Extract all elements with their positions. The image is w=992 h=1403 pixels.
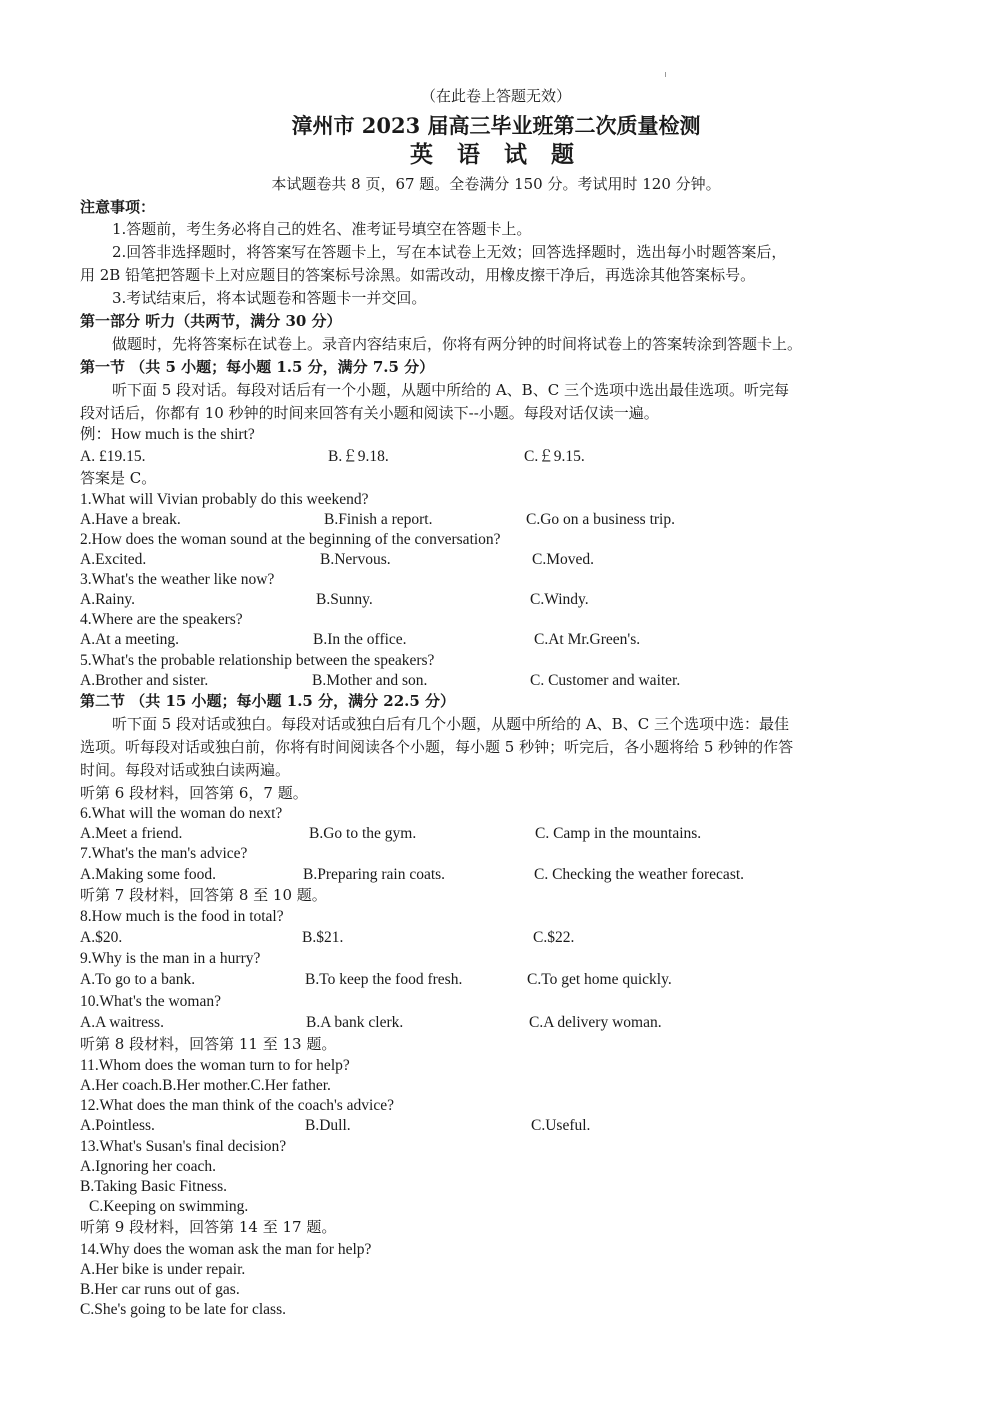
q3-option-b: B.Sunny.	[316, 591, 373, 608]
q4-option-b: B.In the office.	[313, 631, 407, 648]
question-6: 6.What will the woman do next?	[80, 805, 283, 822]
note-3: 3.考试结束后，将本试题卷和答题卡一并交回。	[112, 289, 427, 307]
question-9: 9.Why is the man in a hurry?	[80, 950, 261, 967]
question-2: 2.How does the woman sound at the beginning of the conversation?	[80, 531, 501, 548]
q9-option-c: C.To get home quickly.	[527, 971, 672, 988]
q10-option-a: A.A waitress.	[80, 1014, 164, 1031]
q1-option-b: B.Finish a report.	[324, 511, 433, 528]
q8-option-b: B.$21.	[302, 929, 344, 946]
q7-option-a: A.Making some food.	[80, 866, 217, 883]
material-8: 听第 8 段材料，回答第 11 至 13 题。	[80, 1035, 337, 1053]
question-8: 8.How much is the food in total?	[80, 908, 284, 925]
q13-option-a: A.Ignoring her coach.	[80, 1158, 217, 1175]
q13-option-b: B.Taking Basic Fitness.	[80, 1178, 228, 1195]
material-7: 听第 7 段材料，回答第 8 至 10 题。	[80, 886, 327, 904]
q14-option-c: C.She's going to be late for class.	[80, 1301, 286, 1318]
part1-intro: 做题时，先将答案标在试卷上。录音内容结束后，你将有两分钟的时间将试卷上的答案转涂到答题卡上。	[112, 335, 803, 353]
q8-option-a: A.$20.	[80, 929, 123, 946]
question-10: 10.What's the woman?	[80, 993, 221, 1010]
section2-intro-a: 听下面 5 段对话或独白。每段对话或独白后有几个小题，从题中所给的 A、B、C 三个选项中选：最佳	[112, 715, 789, 733]
question-13: 13.What's Susan's final decision?	[80, 1138, 287, 1155]
q6-option-c: C. Camp in the mountains.	[535, 825, 702, 842]
scan-mark	[665, 72, 666, 77]
question-11: 11.Whom does the woman turn to for help?	[80, 1057, 350, 1074]
question-3: 3.What's the weather like now?	[80, 571, 275, 588]
section2-intro-c: 时间。每段对话或独白读两遍。	[80, 761, 291, 779]
q2-option-b: B.Nervous.	[320, 551, 391, 568]
section2-intro-b: 选项。听每段对话或独白前，你将有时间阅读各个小题，每小题 5 秒钟；听完后，各小题将给 5 秒钟的作答	[80, 738, 794, 756]
q12-option-b: B.Dull.	[305, 1117, 351, 1134]
material-6: 听第 6 段材料，回答第 6，7 题。	[80, 784, 308, 802]
part1-heading: 第一部分 听力（共两节，满分 30 分）	[80, 312, 342, 330]
q6-option-a: A.Meet a friend.	[80, 825, 183, 842]
q5-option-a: A.Brother and sister.	[80, 672, 209, 689]
q12-option-c: C.Useful.	[531, 1117, 591, 1134]
question-5: 5.What's the probable relationship between the speakers?	[80, 652, 435, 669]
q2-option-c: C.Moved.	[532, 551, 594, 568]
q12-option-a: A.Pointless.	[80, 1117, 155, 1134]
q11-options: A.Her coach.B.Her mother.C.Her father.	[80, 1077, 331, 1094]
exam-info: 本试题卷共 8 页，67 题。全卷满分 150 分。考试用时 120 分钟。	[271, 175, 721, 193]
q1-option-a: A.Have a break.	[80, 511, 181, 528]
note-2b: 用 2B 铅笔把答题卡上对应题目的答案标号涂黑。如需改动，用橡皮擦干净后，再选涂其他答案标号。	[80, 266, 756, 284]
q1-option-c: C.Go on a business trip.	[526, 511, 675, 528]
q8-option-c: C.$22.	[533, 929, 575, 946]
q3-option-c: C.Windy.	[530, 591, 589, 608]
question-14: 14.Why does the woman ask the man for help?	[80, 1241, 372, 1258]
section1-heading: 第一节 （共 5 小题；每小题 1.5 分，满分 7.5 分）	[80, 358, 435, 376]
material-9: 听第 9 段材料，回答第 14 至 17 题。	[80, 1218, 337, 1236]
example-option-c: C.￡9.15.	[524, 448, 585, 465]
q2-option-a: A.Excited.	[80, 551, 147, 568]
example-option-b: B.￡9.18.	[328, 448, 389, 465]
notes-heading: 注意事项：	[80, 198, 156, 216]
section1-intro-b: 段对话后，你都有 10 秒钟的时间来回答有关小题和阅读下--小题。每段对话仅读一遍。	[80, 404, 659, 422]
q14-option-b: B.Her car runs out of gas.	[80, 1281, 240, 1298]
notice: （在此卷上答题无效）	[420, 87, 571, 105]
q10-option-b: B.A bank clerk.	[306, 1014, 404, 1031]
note-2a: 2.回答非选择题时，将答案写在答题卡上，写在本试卷上无效；回答选择题时，选出每小时题答案后，	[112, 243, 787, 261]
subject-title: 英 语 试 题	[409, 141, 583, 168]
example-answer: 答案是 C。	[80, 469, 157, 487]
q10-option-c: C.A delivery woman.	[529, 1014, 662, 1031]
example-option-a: A. £19.15.	[80, 448, 146, 465]
q7-option-c: C. Checking the weather forecast.	[534, 866, 745, 883]
q4-option-a: A.At a meeting.	[80, 631, 180, 648]
exam-title: 漳州市 2023 届高三毕业班第二次质量检测	[291, 113, 701, 138]
note-1: 1.答题前，考生务必将自己的姓名、准考证号填空在答题卡上。	[112, 220, 532, 238]
q4-option-c: C.At Mr.Green's.	[534, 631, 641, 648]
q7-option-b: B.Preparing rain coats.	[303, 866, 446, 883]
q5-option-b: B.Mother and son.	[312, 672, 428, 689]
question-1: 1.What will Vivian probably do this weekend?	[80, 491, 369, 508]
example-question: 例：How much is the shirt?	[80, 426, 255, 443]
q3-option-a: A.Rainy.	[80, 591, 135, 608]
question-12: 12.What does the man think of the coach's advice?	[80, 1097, 394, 1114]
q9-option-b: B.To keep the food fresh.	[305, 971, 463, 988]
question-7: 7.What's the man's advice?	[80, 845, 248, 862]
q14-option-a: A.Her bike is under repair.	[80, 1261, 246, 1278]
section1-intro-a: 听下面 5 段对话。每段对话后有一个小题，从题中所给的 A、B、C 三个选项中选出最佳选项。听完每	[112, 381, 789, 399]
q6-option-b: B.Go to the gym.	[309, 825, 417, 842]
section2-heading: 第二节 （共 15 小题；每小题 1.5 分，满分 22.5 分）	[80, 692, 456, 710]
q13-option-c: C.Keeping on swimming.	[89, 1198, 249, 1215]
question-4: 4.Where are the speakers?	[80, 611, 243, 628]
q5-option-c: C. Customer and waiter.	[530, 672, 681, 689]
q9-option-a: A.To go to a bank.	[80, 971, 196, 988]
